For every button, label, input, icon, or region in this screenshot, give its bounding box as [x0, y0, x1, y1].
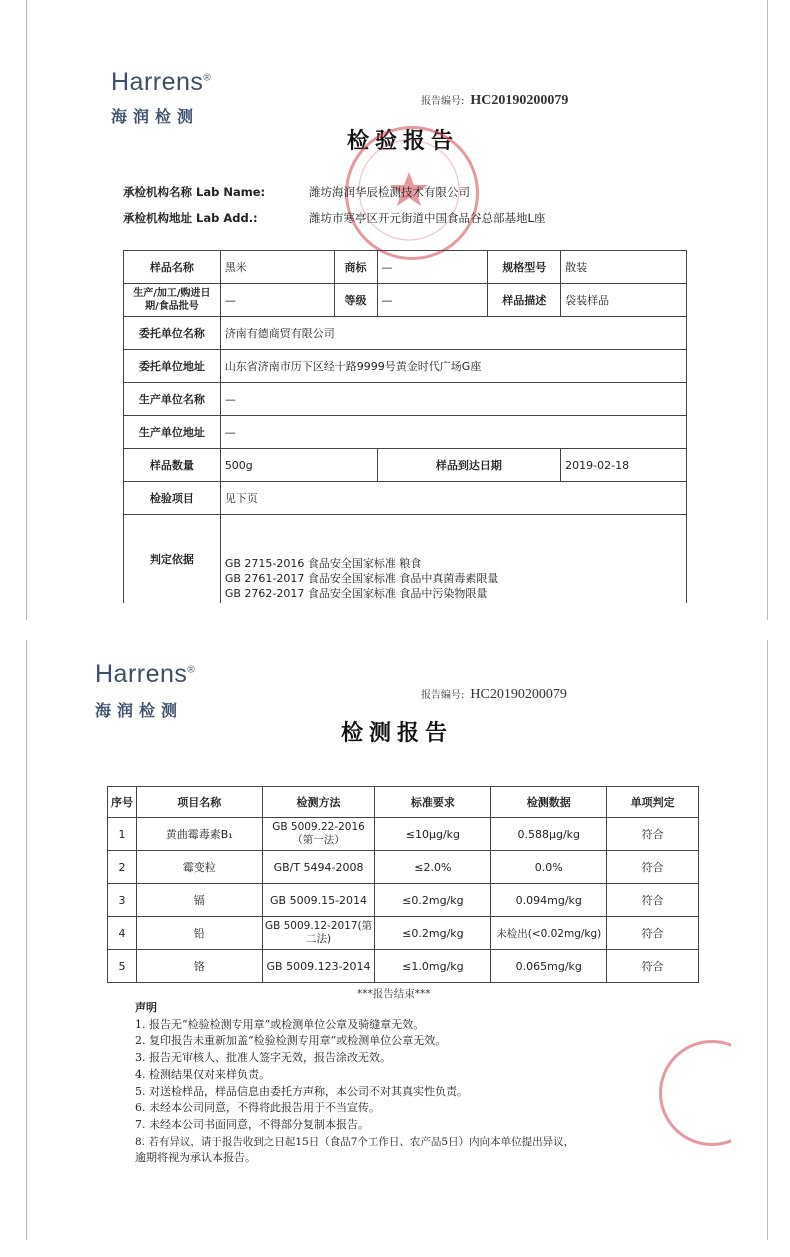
row-no: 3 — [108, 884, 137, 917]
row-no: 5 — [108, 950, 137, 983]
lab-name-line — [123, 184, 470, 200]
basis-line: GB 2762-2017 食品安全国家标准 食品中污染物限量 — [224, 587, 488, 600]
report-end-mark: ***报告结束*** — [357, 988, 431, 1000]
note-line: 2. 复印报告未重新加盖“检验检测专用章”或检测单位公章无效。 — [135, 1034, 447, 1048]
note-line: 5. 对送检样品，样品信息由委托方声称，本公司不对其真实性负责。 — [135, 1084, 468, 1098]
row-requirement: ≤0.2mg/kg — [375, 884, 491, 917]
client-name-value: 济南有德商贸有限公司 — [220, 317, 686, 350]
header-method: 检测方法 — [262, 787, 375, 818]
basis-key: 判定依据 — [124, 515, 221, 604]
row-item: 铬 — [136, 950, 262, 983]
lab-address-value: 潍坊市寒亭区开元街道中国食品谷总部基地L座 — [309, 211, 546, 225]
table-row — [124, 284, 687, 317]
note-line: 1. 报告无“检验检测专用章”或检测单位公章及骑缝章无效。 — [135, 1017, 425, 1031]
basis-value — [220, 515, 686, 604]
header-data: 检测数据 — [491, 787, 607, 818]
report-number-label: 报告编号: — [421, 96, 465, 107]
logo-registered-mark: ® — [187, 664, 196, 676]
note-line: 6. 未经本公司同意，不得将此报告用于不当宣传。 — [135, 1101, 380, 1115]
statement-notes — [135, 1000, 695, 1167]
row-method: GB 5009.123-2014 — [262, 950, 375, 983]
row-data: 0.0% — [491, 851, 607, 884]
sample-info-table — [123, 250, 687, 603]
batch-key: 生产/加工/购进日期/食品批号 — [124, 284, 221, 317]
sample-name-key: 样品名称 — [124, 251, 221, 284]
spec-key: 规格型号 — [488, 251, 561, 284]
batch-value: — — [220, 284, 334, 317]
quantity-key: 样品数量 — [124, 449, 221, 482]
spec-value: 散装 — [561, 251, 687, 284]
row-method: GB 5009.12-2017(第二法) — [262, 917, 375, 950]
basis-line: GB 2715-2016 食品安全国家标准 粮食 — [224, 557, 422, 570]
table-row — [124, 383, 687, 416]
row-judgement: 符合 — [607, 884, 699, 917]
report-number-value: HC20190200079 — [470, 93, 569, 108]
report-page-1 — [26, 0, 768, 620]
grade-key: 等级 — [334, 284, 377, 317]
row-judgement: 符合 — [607, 818, 699, 851]
producer-name-value: — — [220, 383, 686, 416]
logo-text: Harrens — [111, 68, 204, 96]
header-requirement: 标准要求 — [375, 787, 491, 818]
page-title: 检验报告 — [347, 129, 460, 154]
sample-name-value: 黑米 — [220, 251, 334, 284]
row-data: 未检出(<0.02mg/kg) — [491, 917, 607, 950]
harrens-logo — [95, 660, 195, 689]
note-line: 4. 检测结果仅对来样负责。 — [135, 1067, 270, 1081]
client-address-value: 山东省济南市历下区经十路9999号黄金时代广场G座 — [220, 350, 686, 383]
table-row — [124, 515, 687, 604]
test-items-value: 见下页 — [220, 482, 686, 515]
notes-title: 声明 — [135, 1001, 157, 1014]
row-no: 4 — [108, 917, 137, 950]
lab-name-label: 承检机构名称 Lab Name: — [123, 185, 266, 199]
report-number-value: HC20190200079 — [470, 687, 567, 702]
lab-address-line — [123, 210, 546, 226]
table-row — [124, 416, 687, 449]
table-header-row — [108, 787, 699, 818]
row-judgement: 符合 — [607, 917, 699, 950]
note-line: 7. 未经本公司书面同意，不得部分复制本报告。 — [135, 1117, 369, 1131]
row-judgement: 符合 — [607, 950, 699, 983]
row-data: 0.588μg/kg — [491, 818, 607, 851]
table-row — [124, 482, 687, 515]
report-number-label: 报告编号: — [421, 690, 465, 701]
lab-name-value: 潍坊海润华辰检测技术有限公司 — [309, 185, 470, 199]
table-row — [108, 917, 699, 950]
row-no: 2 — [108, 851, 137, 884]
table-row — [124, 449, 687, 482]
trademark-value: — — [377, 251, 488, 284]
row-item: 黄曲霉毒素B₁ — [136, 818, 262, 851]
client-name-key: 委托单位名称 — [124, 317, 221, 350]
client-address-key: 委托单位地址 — [124, 350, 221, 383]
test-items-key: 检验项目 — [124, 482, 221, 515]
note-line: 8. 若有异议，请于报告收到之日起15日（食品7个工作日、农产品5日）内向本单位提出异议， — [135, 1135, 575, 1148]
table-row — [124, 251, 687, 284]
lab-address-label: 承检机构地址 Lab Add.: — [123, 211, 258, 225]
row-data: 0.065mg/kg — [491, 950, 607, 983]
producer-name-key: 生产单位名称 — [124, 383, 221, 416]
partial-seal-icon — [651, 1040, 731, 1150]
row-requirement: ≤0.2mg/kg — [375, 917, 491, 950]
arrival-date-key: 样品到达日期 — [377, 449, 561, 482]
row-requirement: ≤2.0% — [375, 851, 491, 884]
trademark-key: 商标 — [334, 251, 377, 284]
row-method: GB 5009.22-2016（第一法） — [262, 818, 375, 851]
row-method: GB/T 5494-2008 — [262, 851, 375, 884]
logo-registered-mark: ® — [203, 72, 212, 84]
report-number — [421, 686, 567, 703]
table-row — [108, 950, 699, 983]
producer-address-value: — — [220, 416, 686, 449]
grade-value: — — [377, 284, 488, 317]
report-number — [421, 92, 568, 109]
logo-text: Harrens — [95, 660, 188, 688]
producer-address-key: 生产单位地址 — [124, 416, 221, 449]
row-requirement: ≤1.0mg/kg — [375, 950, 491, 983]
logo-chinese: 海润检测 — [95, 701, 184, 720]
row-method: GB 5009.15-2014 — [262, 884, 375, 917]
report-page-2 — [26, 640, 768, 1240]
header-judgement: 单项判定 — [607, 787, 699, 818]
seal-ring-icon — [659, 1040, 731, 1146]
basis-line: GB 2761-2017 食品安全国家标准 食品中真菌毒素限量 — [224, 572, 499, 585]
table-row — [108, 851, 699, 884]
table-row — [108, 818, 699, 851]
harrens-logo — [111, 68, 211, 97]
header-item: 项目名称 — [136, 787, 262, 818]
note-line: 3. 报告无审核人、批准人签字无效，报告涂改无效。 — [135, 1051, 391, 1065]
row-item: 镉 — [136, 884, 262, 917]
row-item: 铅 — [136, 917, 262, 950]
arrival-date-value: 2019-02-18 — [561, 449, 687, 482]
page-title: 检测报告 — [341, 721, 454, 746]
table-row — [124, 350, 687, 383]
table-row — [108, 884, 699, 917]
row-judgement: 符合 — [607, 851, 699, 884]
description-value: 袋装样品 — [561, 284, 687, 317]
table-row — [124, 317, 687, 350]
row-item: 霉变粒 — [136, 851, 262, 884]
row-requirement: ≤10μg/kg — [375, 818, 491, 851]
quantity-value: 500g — [220, 449, 377, 482]
row-no: 1 — [108, 818, 137, 851]
row-data: 0.094mg/kg — [491, 884, 607, 917]
results-table — [107, 786, 699, 983]
note-line: 逾期将视为承认本报告。 — [135, 1151, 256, 1165]
header-no: 序号 — [108, 787, 137, 818]
description-key: 样品描述 — [488, 284, 561, 317]
logo-chinese: 海润检测 — [111, 107, 200, 126]
